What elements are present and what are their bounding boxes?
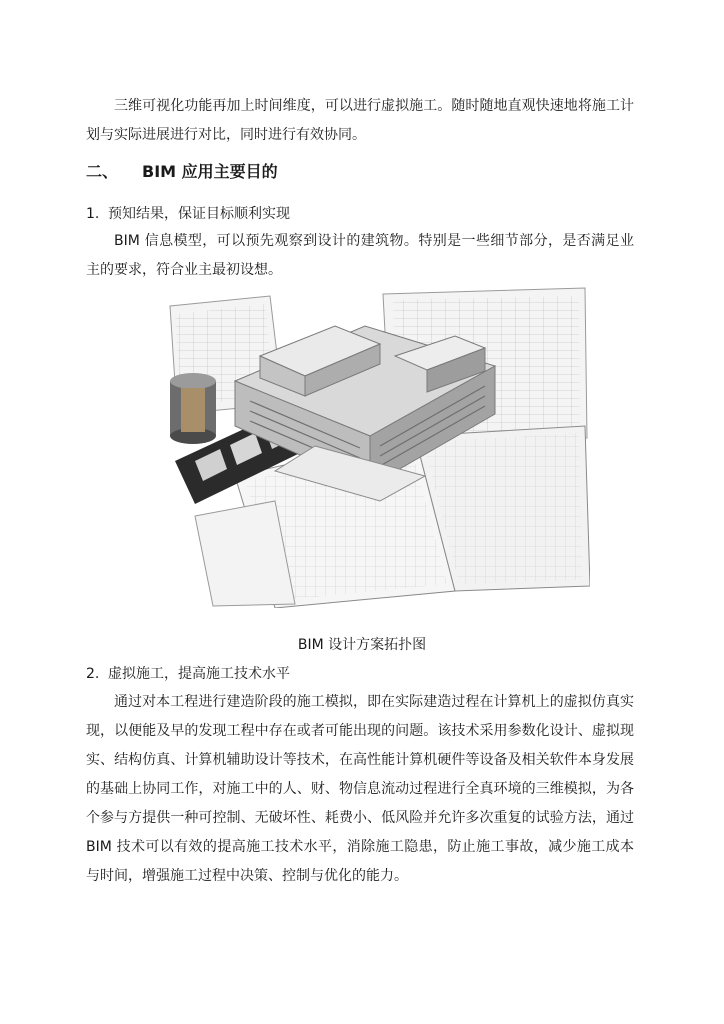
section-number: 二、 <box>86 162 119 181</box>
item-2-body: 通过对本工程进行建造阶段的施工模拟，即在实际建造过程在计算机上的虚拟仿真实现，以便能及早的发现工程中存在或者可能出现的问题。该技术采用参数化设计、虚拟现实、结构仿真、计算机辅助设计等技术，在高性能计算机硬件等设备及相关软件本身发展的基础上协同工作，对施工中的人、财、物信息流动过程进行全真环境的三维模拟，为各个参与方提供一种可控制、无破坏性、耗费小、低风险并允许多次重复的试验方法，通过 BIM 技术可以有效的提高施工技术水平，消除施工隐患，防止施工事故，减少施工成本与时间，增强施工过程中决策、控制与优化的能力。 <box>86 694 634 884</box>
section-heading <box>86 160 278 184</box>
intro-paragraph: 三维可视化功能再加上时间维度，可以进行虚拟施工。随时随地直观快速地将施工计划与实际进展进行对比，同时进行有效协同。 <box>86 98 634 143</box>
item-2-title: 虚拟施工，提高施工技术水平 <box>108 666 290 682</box>
cylinder-model <box>170 373 216 444</box>
bim-topology-figure <box>165 286 590 608</box>
section-title: BIM 应用主要目的 <box>142 162 278 181</box>
item-1-body: BIM 信息模型，可以预先观察到设计的建筑物。特别是一些细节部分，是否满足业主的要求，符合业主最初设想。 <box>86 233 634 278</box>
item-1-number: 1. <box>86 206 100 222</box>
item-2-number: 2. <box>86 666 100 682</box>
item-1-heading <box>86 203 290 225</box>
item-1-title: 预知结果，保证目标顺利实现 <box>108 206 290 222</box>
bim-building-illustration <box>165 286 590 608</box>
figure-caption: BIM 设计方案拓扑图 <box>297 637 427 653</box>
item-2-heading <box>86 663 290 685</box>
